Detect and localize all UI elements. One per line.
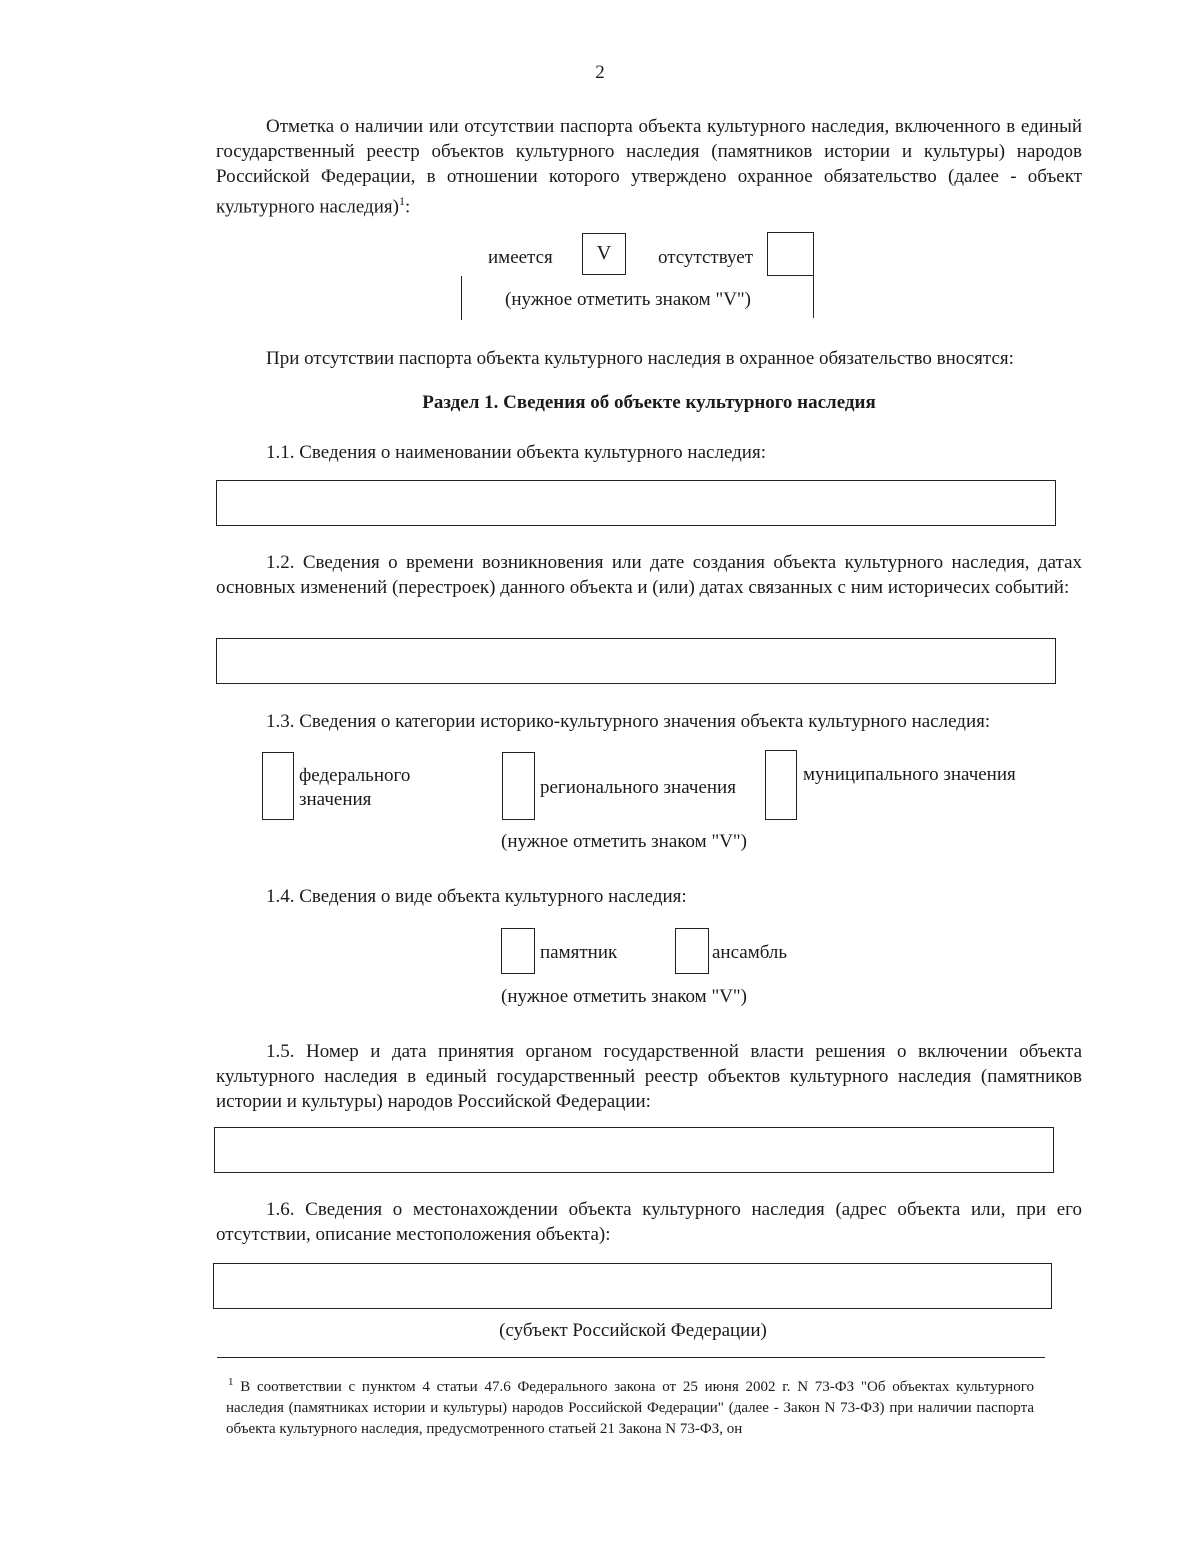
federal-checkbox[interactable] [262,752,294,820]
federal-label-line2: значения [299,789,372,810]
section-1-2-label: 1.2. Сведения о времени возникновения или дате создания объекта культурного наследия, датах основных изменений (перестроек) данного объекта и (или) датах связанных с ним историчесих событий: [216,552,1082,598]
passport-hint: (нужное отметить знаком "V") [505,289,751,310]
section-1-4-hint: (нужное отметить знаком "V") [501,986,747,1007]
footnote [226,1372,1034,1440]
intro-text: Отметка о наличии или отсутствии паспорта объекта культурного наследия, включенного в единый государственный реестр объектов культурного наследия (памятников истории и культуры) народов Российской Федерации, в отношении которого утверждено охранное обязательство (далее - объект культурного наследия) [216,116,1082,218]
section-1-1-field[interactable] [216,480,1056,526]
regional-label: регионального значения [540,777,736,798]
section-1-5-label: 1.5. Номер и дата принятия органом государственной власти решения о включении объекта культурного наследия в единый государственный реестр объектов культурного наследия (памятников истории и культуры) народов Российской Федерации: [216,1041,1082,1112]
section-1-3-label: 1.3. Сведения о категории историко-культурного значения объекта культурного наследия: [266,711,991,732]
page-number: 2 [595,62,605,83]
municipal-checkbox[interactable] [765,750,797,820]
federal-label-line1: федерального [299,765,411,786]
passport-absent-checkbox[interactable] [767,232,814,276]
passport-has-label: имеется [488,247,553,268]
passport-absent-label: отсутствует [658,247,754,268]
section-1-6-caption: (субъект Российской Федерации) [499,1320,767,1341]
ensemble-label: ансамбль [712,942,788,963]
passport-divider-right [813,276,814,318]
section-1-5-field[interactable] [214,1127,1054,1173]
ensemble-checkbox[interactable] [675,928,709,974]
passport-has-checkbox[interactable] [582,233,626,275]
footnote-mark: 1 [228,1376,234,1388]
absence-note: При отсутствии паспорта объекта культурного наследия в охранное обязательство вносятся: [266,348,1014,369]
section-1-6-label: 1.6. Сведения о местонахождении объекта культурного наследия (адрес объекта или, при его отсутствии, описание местоположения объекта): [216,1199,1082,1245]
footnote-text: В соответствии с пунктом 4 статьи 47.6 Федерального закона от 25 июня 2002 г. N 73-ФЗ "Об объектах культурного наследия (памятниках истории и культуры) народов Российской Федерации" (далее - Закон N 73-ФЗ) при наличии паспорта объекта культурного наследия, предусмотренного статьей 21 Закона N 73-ФЗ, он [226,1379,1034,1437]
section-1-3-hint: (нужное отметить знаком "V") [501,831,747,852]
section-1-2-field[interactable] [216,638,1056,684]
section-1-4-label: 1.4. Сведения о виде объекта культурного наследия: [266,886,687,907]
intro-suffix: : [404,196,411,218]
regional-checkbox[interactable] [502,752,535,820]
footnote-separator [217,1357,1045,1358]
section-1-1-label: 1.1. Сведения о наименовании объекта культурного наследия: [266,442,766,463]
footnote-ref[interactable]: 1 [398,194,405,208]
monument-label: памятник [540,942,618,963]
section-title: Раздел 1. Сведения об объекте культурного наследия [422,392,876,413]
passport-divider-left [461,276,462,320]
monument-checkbox[interactable] [501,928,535,974]
passport-has-mark: V [596,242,612,264]
intro-paragraph [216,114,1082,219]
section-1-6-field[interactable] [213,1263,1052,1309]
municipal-label: муниципального значения [803,764,1016,785]
